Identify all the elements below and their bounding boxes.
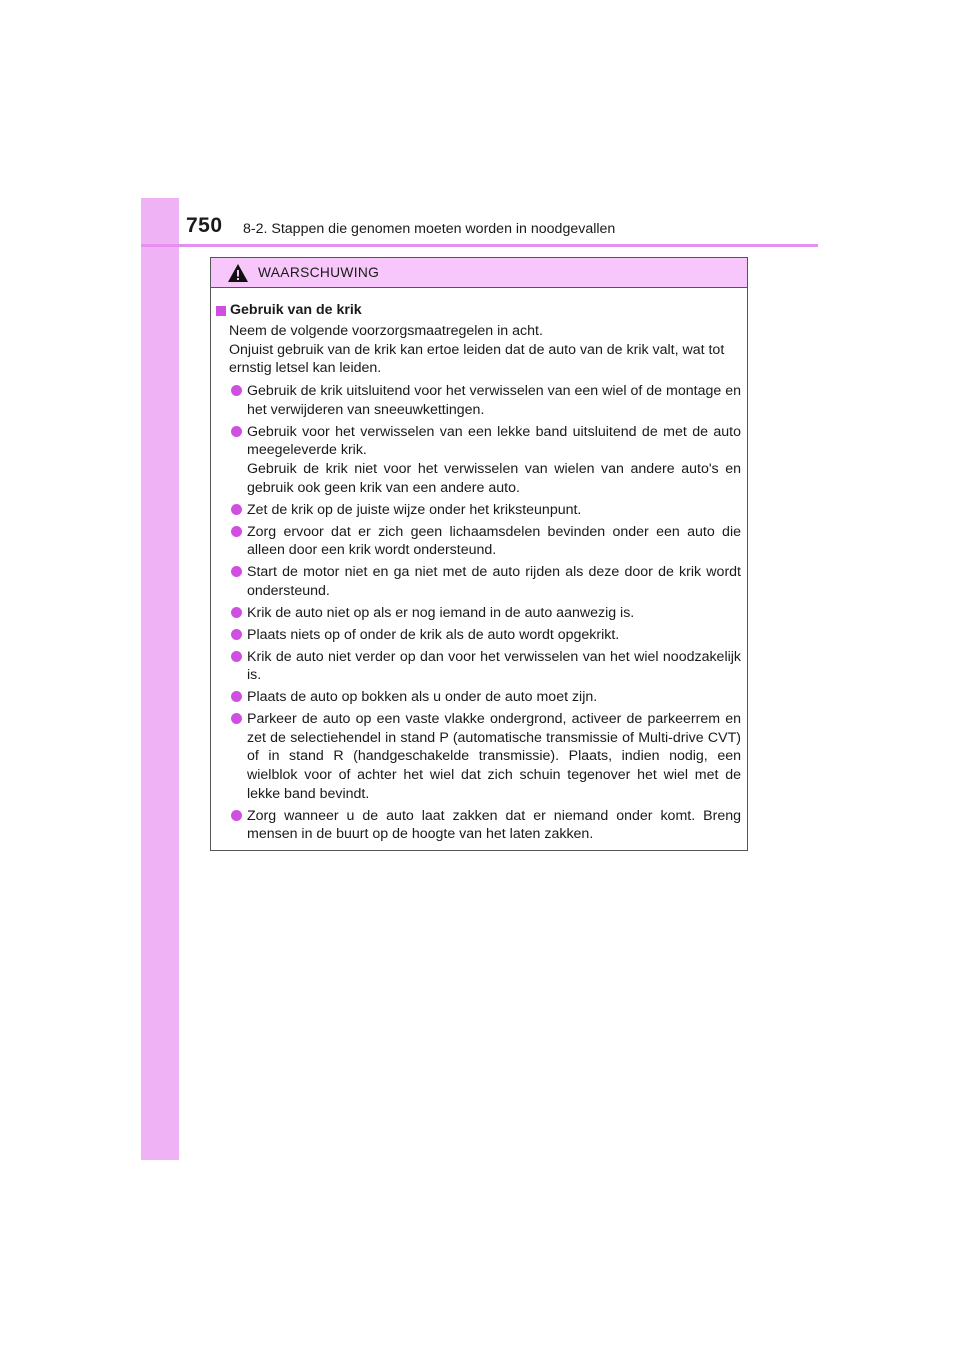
intro-line: Onjuist gebruik van de krik kan ertoe leiden dat de auto van de krik valt, wat tot ernstig letsel kan leiden.	[229, 341, 725, 377]
precaution-item	[231, 710, 741, 804]
warning-box	[210, 257, 748, 851]
precaution-item	[231, 688, 741, 707]
precaution-text: Gebruik de krik uitsluitend voor het verwisselen van een wiel of de montage en het verwijderen van sneeuwkettingen.	[247, 383, 741, 418]
intro-line: Neem de volgende voorzorgsmaatregelen in acht.	[229, 323, 543, 339]
running-head: 8-2. Stappen die genomen moeten worden in noodgevallen	[243, 221, 616, 237]
square-bullet-icon	[216, 306, 226, 316]
precaution-text: Zorg ervoor dat er zich geen lichaamsdelen bevinden onder een auto die alleen door een krik wordt ondersteund.	[247, 523, 741, 559]
precaution-text: Gebruik de krik niet voor het verwisselen van wielen van andere auto's en gebruik ook geen krik van een andere auto.	[247, 461, 741, 496]
precaution-item	[231, 563, 741, 600]
precaution-item	[231, 501, 741, 520]
precaution-item	[231, 807, 741, 844]
warning-triangle-icon	[227, 263, 249, 283]
precaution-text: Plaats de auto op bokken als u onder de auto moet zijn.	[247, 689, 598, 706]
page-number: 750	[186, 214, 223, 237]
precaution-text: Gebruik voor het verwisselen van een lekke band uitsluitend de met de auto meegeleverde krik.	[247, 423, 741, 459]
warning-body	[211, 288, 747, 844]
section-title	[216, 302, 741, 319]
precaution-item	[231, 423, 741, 498]
precaution-item	[231, 523, 741, 560]
precaution-text: Start de motor niet en ga niet met de auto rijden als deze door de krik wordt ondersteund.	[247, 564, 741, 599]
precaution-text: Krik de auto niet op als er nog iemand in de auto aanwezig is.	[247, 604, 635, 621]
section-title-text: Gebruik van de krik	[230, 302, 362, 318]
header-rule	[141, 244, 818, 247]
warning-header	[211, 258, 747, 288]
precaution-item	[231, 382, 741, 419]
precaution-text: Zet de krik op de juiste wijze onder het kriksteunpunt.	[247, 501, 582, 518]
intro-text	[216, 322, 741, 378]
precaution-text: Zorg wanneer u de auto laat zakken dat er niemand onder komt. Breng mensen in de buurt op de hoogte van het laten zakken.	[247, 807, 741, 843]
precaution-text: Parkeer de auto op een vaste vlakke ondergrond, activeer de parkeerrem en zet de selectiehendel in stand P (automatische transmissie of Multi-drive CVT) of in stand R (handgeschakelde transmissie). Plaats, indien nodig, een wielblok voor of achter het wiel dat zich schuin tegenover het wiel met de lekke band bevindt.	[247, 711, 741, 802]
precaution-text: Krik de auto niet verder op dan voor het verwisselen van het wiel noodzakelijk is.	[247, 648, 741, 684]
side-tab-strip	[141, 198, 179, 1160]
precaution-item	[231, 604, 741, 623]
precaution-list	[216, 382, 741, 844]
precaution-text: Plaats niets op of onder de krik als de auto wordt opgekrikt.	[247, 626, 620, 643]
warning-title: WAARSCHUWING	[258, 265, 380, 280]
precaution-item	[231, 648, 741, 685]
precaution-item	[231, 626, 741, 645]
